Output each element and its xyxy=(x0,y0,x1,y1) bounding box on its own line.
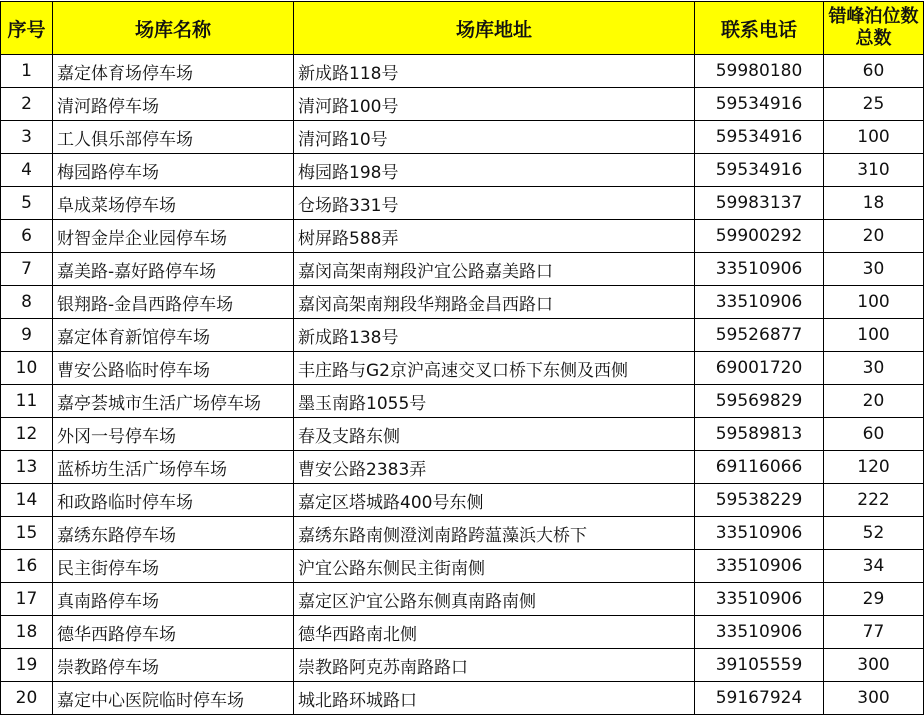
cell-index: 1 xyxy=(1,55,53,88)
cell-spaces: 20 xyxy=(824,385,924,418)
cell-index: 20 xyxy=(1,682,53,715)
cell-address: 树屏路588弄 xyxy=(294,220,695,253)
cell-name: 财智金岸企业园停车场 xyxy=(53,220,294,253)
cell-address: 梅园路198号 xyxy=(294,154,695,187)
cell-spaces: 77 xyxy=(824,616,924,649)
table-row xyxy=(1,154,924,187)
cell-address: 嘉定区沪宜公路东侧真南路南侧 xyxy=(294,583,695,616)
cell-index: 6 xyxy=(1,220,53,253)
cell-address: 仓场路331号 xyxy=(294,187,695,220)
cell-address: 崇教路阿克苏南路路口 xyxy=(294,649,695,682)
cell-spaces: 25 xyxy=(824,88,924,121)
cell-index: 13 xyxy=(1,451,53,484)
table-row xyxy=(1,616,924,649)
table-row xyxy=(1,88,924,121)
cell-address: 沪宜公路东侧民主街南侧 xyxy=(294,550,695,583)
cell-name: 外冈一号停车场 xyxy=(53,418,294,451)
table-row xyxy=(1,55,924,88)
table-row xyxy=(1,484,924,517)
cell-phone: 33510906 xyxy=(695,253,824,286)
header-phone: 联系电话 xyxy=(695,2,824,55)
cell-address: 春及支路东侧 xyxy=(294,418,695,451)
cell-name: 和政路临时停车场 xyxy=(53,484,294,517)
cell-index: 17 xyxy=(1,583,53,616)
cell-phone: 59980180 xyxy=(695,55,824,88)
cell-index: 12 xyxy=(1,418,53,451)
table-row xyxy=(1,286,924,319)
cell-spaces: 52 xyxy=(824,517,924,550)
cell-spaces: 60 xyxy=(824,55,924,88)
cell-phone: 69001720 xyxy=(695,352,824,385)
cell-name: 嘉定中心医院临时停车场 xyxy=(53,682,294,715)
header-name: 场库名称 xyxy=(53,2,294,55)
cell-index: 7 xyxy=(1,253,53,286)
cell-phone: 33510906 xyxy=(695,517,824,550)
cell-address: 墨玉南路1055号 xyxy=(294,385,695,418)
table-row xyxy=(1,121,924,154)
cell-phone: 33510906 xyxy=(695,550,824,583)
cell-index: 15 xyxy=(1,517,53,550)
cell-name: 嘉定体育新馆停车场 xyxy=(53,319,294,352)
cell-phone: 39105559 xyxy=(695,649,824,682)
cell-address: 丰庄路与G2京沪高速交叉口桥下东侧及西侧 xyxy=(294,352,695,385)
cell-index: 8 xyxy=(1,286,53,319)
cell-index: 4 xyxy=(1,154,53,187)
cell-phone: 59589813 xyxy=(695,418,824,451)
table-row xyxy=(1,319,924,352)
cell-spaces: 29 xyxy=(824,583,924,616)
cell-spaces: 18 xyxy=(824,187,924,220)
cell-index: 16 xyxy=(1,550,53,583)
table-row xyxy=(1,451,924,484)
table-row xyxy=(1,583,924,616)
cell-index: 14 xyxy=(1,484,53,517)
cell-spaces: 100 xyxy=(824,286,924,319)
cell-name: 银翔路-金昌西路停车场 xyxy=(53,286,294,319)
cell-spaces: 100 xyxy=(824,121,924,154)
cell-name: 崇教路停车场 xyxy=(53,649,294,682)
table-row xyxy=(1,682,924,715)
cell-address: 嘉绣东路南侧澄浏南路跨蕰藻浜大桥下 xyxy=(294,517,695,550)
cell-spaces: 30 xyxy=(824,352,924,385)
cell-name: 德华西路停车场 xyxy=(53,616,294,649)
table-row xyxy=(1,517,924,550)
cell-index: 3 xyxy=(1,121,53,154)
cell-name: 民主街停车场 xyxy=(53,550,294,583)
cell-name: 清河路停车场 xyxy=(53,88,294,121)
header-address: 场库地址 xyxy=(294,2,695,55)
cell-index: 5 xyxy=(1,187,53,220)
cell-address: 曹安公路2383弄 xyxy=(294,451,695,484)
cell-spaces: 30 xyxy=(824,253,924,286)
table-body xyxy=(1,55,924,715)
table-row xyxy=(1,187,924,220)
cell-spaces: 20 xyxy=(824,220,924,253)
cell-address: 嘉闵高架南翔段华翔路金昌西路口 xyxy=(294,286,695,319)
cell-address: 清河路10号 xyxy=(294,121,695,154)
cell-address: 嘉定区塔城路400号东侧 xyxy=(294,484,695,517)
cell-name: 嘉定体育场停车场 xyxy=(53,55,294,88)
cell-phone: 33510906 xyxy=(695,286,824,319)
cell-spaces: 120 xyxy=(824,451,924,484)
cell-phone: 33510906 xyxy=(695,583,824,616)
table-row xyxy=(1,253,924,286)
cell-spaces: 222 xyxy=(824,484,924,517)
cell-name: 真南路停车场 xyxy=(53,583,294,616)
cell-index: 19 xyxy=(1,649,53,682)
parking-table xyxy=(0,1,924,715)
cell-spaces: 34 xyxy=(824,550,924,583)
cell-name: 曹安公路临时停车场 xyxy=(53,352,294,385)
cell-phone: 59983137 xyxy=(695,187,824,220)
cell-index: 18 xyxy=(1,616,53,649)
cell-phone: 59569829 xyxy=(695,385,824,418)
cell-phone: 59900292 xyxy=(695,220,824,253)
header-spaces: 错峰泊位数总数 xyxy=(824,2,924,55)
cell-spaces: 310 xyxy=(824,154,924,187)
table-row xyxy=(1,550,924,583)
cell-phone: 59534916 xyxy=(695,154,824,187)
cell-address: 新成路138号 xyxy=(294,319,695,352)
cell-name: 阜成菜场停车场 xyxy=(53,187,294,220)
cell-name: 嘉亭荟城市生活广场停车场 xyxy=(53,385,294,418)
table-row xyxy=(1,385,924,418)
header-index: 序号 xyxy=(1,2,53,55)
cell-phone: 69116066 xyxy=(695,451,824,484)
cell-index: 9 xyxy=(1,319,53,352)
cell-name: 嘉绣东路停车场 xyxy=(53,517,294,550)
table-row xyxy=(1,352,924,385)
table-row xyxy=(1,220,924,253)
cell-address: 德华西路南北侧 xyxy=(294,616,695,649)
cell-spaces: 300 xyxy=(824,649,924,682)
cell-phone: 59534916 xyxy=(695,121,824,154)
cell-phone: 59526877 xyxy=(695,319,824,352)
cell-index: 11 xyxy=(1,385,53,418)
cell-phone: 59534916 xyxy=(695,88,824,121)
cell-spaces: 60 xyxy=(824,418,924,451)
table-row xyxy=(1,649,924,682)
cell-address: 嘉闵高架南翔段沪宜公路嘉美路口 xyxy=(294,253,695,286)
cell-address: 新成路118号 xyxy=(294,55,695,88)
cell-index: 2 xyxy=(1,88,53,121)
cell-name: 嘉美路-嘉好路停车场 xyxy=(53,253,294,286)
cell-address: 清河路100号 xyxy=(294,88,695,121)
cell-phone: 59167924 xyxy=(695,682,824,715)
cell-phone: 59538229 xyxy=(695,484,824,517)
cell-spaces: 100 xyxy=(824,319,924,352)
table-header xyxy=(1,2,924,55)
cell-address: 城北路环城路口 xyxy=(294,682,695,715)
cell-index: 10 xyxy=(1,352,53,385)
cell-name: 工人俱乐部停车场 xyxy=(53,121,294,154)
cell-spaces: 300 xyxy=(824,682,924,715)
cell-name: 梅园路停车场 xyxy=(53,154,294,187)
cell-name: 蓝桥坊生活广场停车场 xyxy=(53,451,294,484)
header-row xyxy=(1,2,924,55)
table-row xyxy=(1,418,924,451)
cell-phone: 33510906 xyxy=(695,616,824,649)
